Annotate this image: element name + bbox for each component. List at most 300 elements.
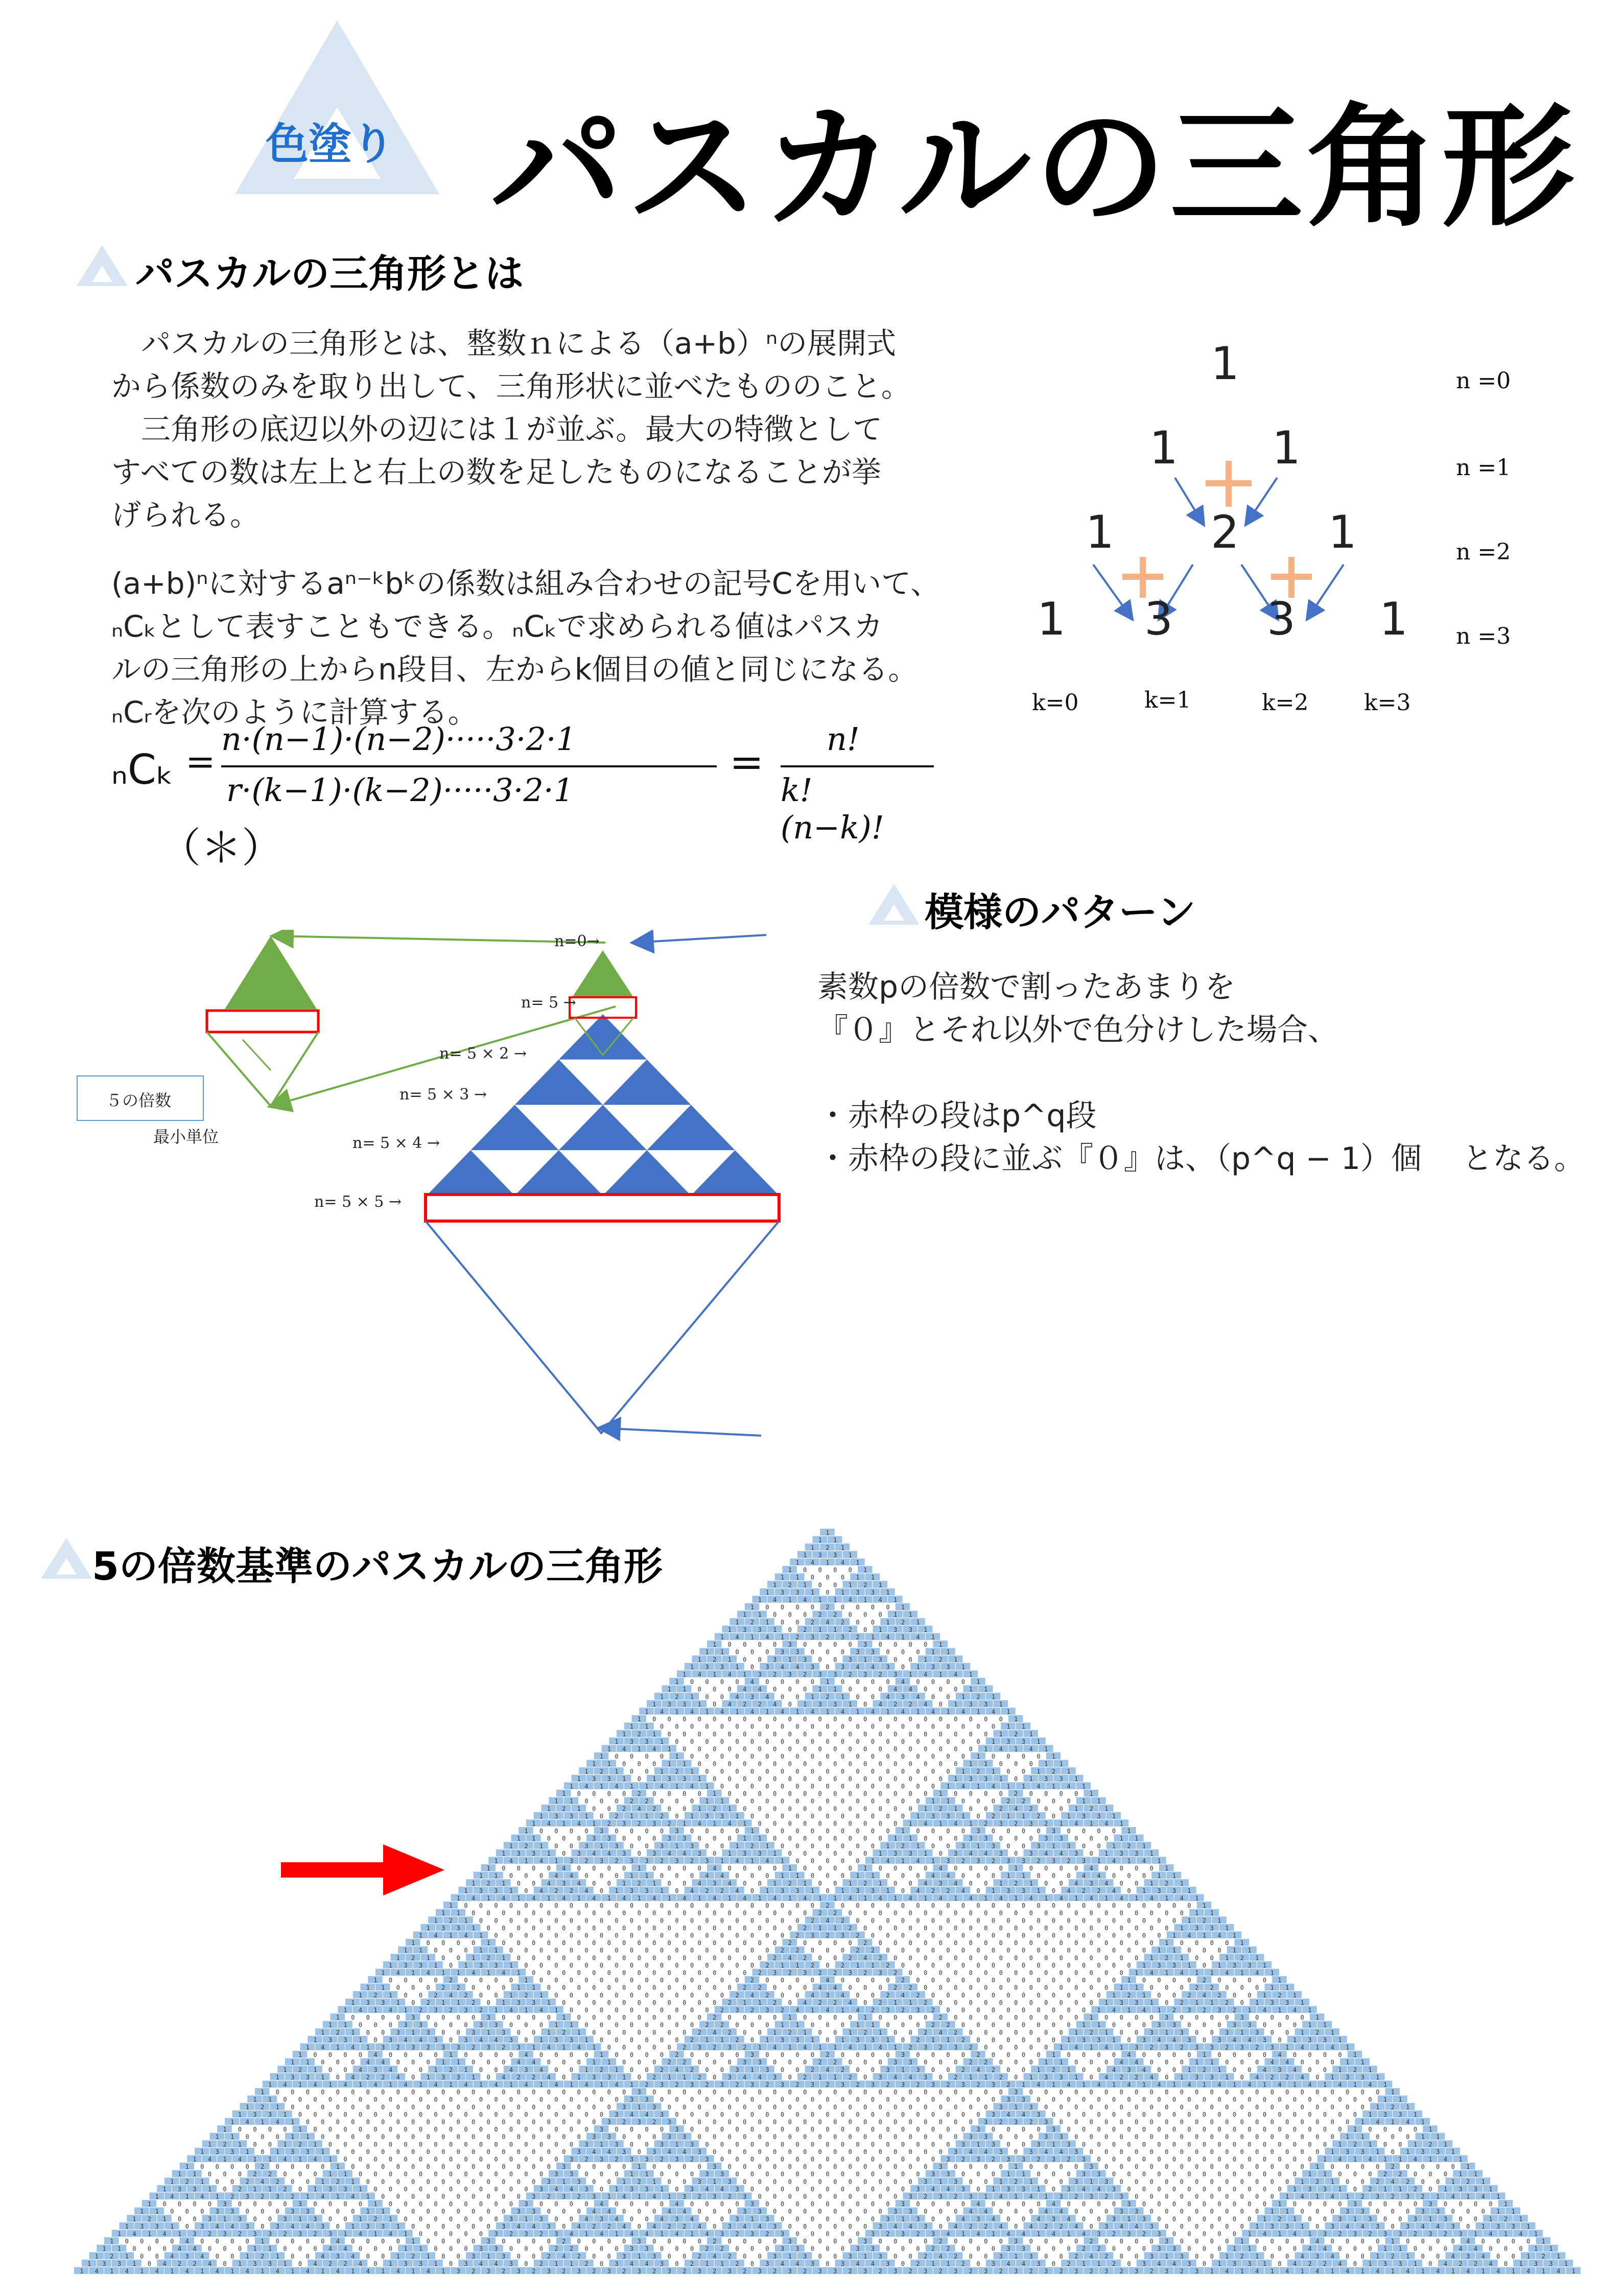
pascal-cell-value: 1 [1014, 1716, 1018, 1723]
pascal-cell-value: 2 [886, 2081, 889, 2089]
pascal-cell-value: 0 [916, 2096, 920, 2103]
pascal-cell-value: 0 [682, 1880, 686, 1887]
pascal-cell-value: 3 [1135, 2044, 1138, 2051]
pascal-cell-value: 0 [638, 1835, 641, 1842]
pascal-cell-value: 0 [856, 1619, 859, 1626]
pascal-cell-value: 0 [1082, 1992, 1086, 1999]
pascal-cell-value: 0 [856, 2126, 859, 2133]
pascal-cell-value: 0 [1104, 1835, 1108, 1842]
pascal-cell-value: 1 [1150, 1954, 1154, 1961]
pascal-cell-value: 1 [1104, 1850, 1108, 1857]
pascal-cell-value: 0 [781, 1932, 784, 1939]
pascal-cell-value: 0 [1293, 2051, 1297, 2058]
pascal-cell-value: 4 [577, 2044, 581, 2051]
pascal-cell-value: 2 [886, 1962, 889, 1969]
pascal-cell-value: 0 [750, 2141, 754, 2148]
pascal-cell-value: 3 [976, 2126, 980, 2133]
pascal-cell-value: 0 [1067, 1917, 1070, 1924]
pascal-cell-value: 1 [856, 1574, 859, 1581]
pascal-cell-value: 0 [939, 1910, 943, 1917]
pascal-cell-value: 0 [750, 1783, 754, 1790]
pascal-cell-value: 0 [803, 1835, 807, 1842]
pascal-cell-value: 0 [781, 1842, 784, 1849]
pascal-cell-value: 0 [969, 2119, 973, 2126]
pascal-cell-value: 0 [818, 1656, 822, 1663]
pascal-cell-value: 4 [1112, 2007, 1116, 2014]
pascal-cell-value: 3 [901, 2081, 905, 2089]
pascal-cell-value: 0 [781, 2141, 784, 2148]
pascal-cell-value: 2 [434, 1992, 437, 1999]
pascal-cell-value: 0 [788, 1686, 792, 1693]
pascal-cell-value: 1 [999, 1730, 1003, 1738]
pascal-cell-value: 1 [1391, 2089, 1395, 2096]
pascal-cell-value: 0 [743, 1730, 746, 1738]
pascal-cell-value: 0 [509, 2141, 513, 2148]
pascal-cell-value: 0 [765, 1723, 769, 1730]
pascal-cell-value: 0 [600, 1798, 603, 1805]
pascal-cell-value: 1 [788, 1865, 792, 1872]
pascal-cell-value: 0 [1255, 1984, 1259, 1992]
pascal-cell-value: 1 [1315, 2044, 1319, 2051]
pascal-cell-value: 0 [781, 2051, 784, 2058]
pascal-cell-value: 4 [539, 2007, 543, 2014]
pascal-cell-value: 0 [1120, 1880, 1123, 1887]
pascal-cell-value: 2 [728, 2029, 732, 2036]
pascal-cell-value: 3 [728, 2074, 732, 2081]
pascal-cell-value: 3 [607, 2074, 611, 2081]
pascal-cell-value: 0 [879, 1984, 882, 1992]
pascal-cell-value: 0 [818, 1865, 822, 1872]
pascal-cell-value: 3 [1210, 1925, 1214, 1932]
pattern-line: ・赤枠の段に並ぶ『０』は、（p^q − 1）個 となる。 [817, 1137, 1614, 1180]
pascal-cell-value: 2 [999, 1805, 1003, 1812]
pascal-cell-value: 0 [682, 1910, 686, 1917]
pascal-cell-value: 0 [1097, 1842, 1100, 1849]
pascal-cell-value: 3 [592, 1775, 596, 1783]
pascal-cell-value: 3 [600, 2126, 603, 2133]
pascal-cell-value: 3 [720, 1813, 724, 1820]
pascal-cell-value: 0 [909, 2029, 912, 2036]
pascal-cell-value: 1 [615, 1768, 618, 1775]
pascal-cell-value: 0 [886, 1872, 889, 1880]
pascal-cell-value: 0 [630, 1842, 633, 1849]
pascal-cell-value: 4 [607, 1850, 611, 1857]
pascal-cell-value: 0 [645, 1842, 648, 1849]
pascal-cell-value: 1 [886, 1842, 889, 1849]
pascal-cell-value: 1 [946, 1708, 950, 1716]
pascal-cell-value: 0 [1217, 2096, 1221, 2103]
pascal-cell-value: 3 [668, 2119, 671, 2126]
pascal-cell-value: 4 [856, 1664, 859, 1671]
pascal-cell-value: 0 [811, 2051, 814, 2058]
pascal-cell-value: 0 [1210, 1939, 1214, 1947]
pascal-cell-value: 1 [803, 1701, 807, 1708]
pascal-cell-value: 0 [517, 2103, 521, 2111]
pascal-cell-value: 0 [916, 1962, 920, 1969]
pascal-cell-value: 0 [1120, 1865, 1123, 1872]
pascal-cell-value: 0 [946, 1947, 950, 1954]
pascal-cell-value: 2 [1006, 2081, 1010, 2089]
pascal-cell-value: 0 [720, 2066, 724, 2073]
pascal-cell-value: 0 [939, 1835, 943, 1842]
pascal-cell-value: 0 [924, 1939, 927, 1947]
pascal-cell-value: 0 [924, 1775, 927, 1783]
pascal-cell-value: 0 [600, 1932, 603, 1939]
pascal-cell-value: 2 [1217, 1992, 1221, 1999]
pascal-cell-value: 4 [1203, 1992, 1206, 1999]
pascal-cell-value: 0 [750, 2126, 754, 2133]
pascal-cell-value: 3 [607, 1835, 611, 1842]
pascal-cell-value: 0 [675, 1947, 678, 1954]
pascal-cell-value: 4 [931, 1708, 935, 1716]
pascal-cell-value: 0 [1172, 1902, 1176, 1909]
pascal-cell-value: 0 [720, 1992, 724, 1999]
pascal-cell-value: 0 [961, 1872, 965, 1880]
pascal-cell-value: 0 [1376, 2134, 1379, 2141]
pascal-cell-value: 1 [1248, 2007, 1251, 2014]
pascal-cell-value: 2 [954, 2074, 957, 2081]
pascal-cell-value: 0 [1112, 2051, 1116, 2058]
pascal-cell-value: 0 [1172, 2096, 1176, 2103]
pascal-cell-value: 0 [886, 1947, 889, 1954]
pascal-cell-value: 4 [803, 1895, 807, 1902]
pascal-cell-value: 1 [916, 1813, 920, 1820]
pascal-cell-value: 4 [1376, 2119, 1379, 2126]
pascal-cell-value: 0 [592, 2014, 596, 2021]
pascal-cell-value: 0 [562, 1925, 566, 1932]
pascal-cell-value: 0 [893, 1775, 897, 1783]
pascal-cell-value: 0 [795, 1678, 799, 1685]
pascal-cell-value: 0 [660, 1902, 664, 1909]
pascal-cell-value: 1 [1293, 1992, 1297, 1999]
pascal-cell-value: 1 [1217, 1917, 1221, 1924]
pascal-cell-value: 0 [1014, 1984, 1018, 1992]
pascal-cell-value: 0 [668, 1939, 671, 1947]
pascal-cell-value: 0 [1285, 2134, 1289, 2141]
pascal-cell-value: 0 [502, 2103, 505, 2111]
pascal-cell-value: 1 [886, 2036, 889, 2044]
pascal-cell-value: 0 [946, 2141, 950, 2148]
pascal-cell-value: 1 [811, 1887, 814, 1894]
pascal-cell-value: 3 [1014, 2089, 1018, 2096]
pascal-cell-value: 2 [743, 1701, 746, 1708]
pascal-cell-value: 2 [472, 1999, 475, 2006]
pascal-cell-value: 0 [728, 1970, 732, 1977]
pascal-cell-value: 0 [916, 1947, 920, 1954]
pascal-cell-value: 0 [893, 2103, 897, 2111]
pascal-cell-value: 0 [615, 2096, 618, 2103]
pascal-cell-value: 0 [570, 2066, 573, 2073]
pascal-cell-value: 4 [893, 1686, 897, 1693]
pascal-cell-value: 0 [773, 1716, 776, 1723]
pascal-cell-value: 1 [916, 1619, 920, 1626]
pascal-cell-value: 1 [373, 1977, 377, 1984]
pascal-cell-value: 0 [803, 1611, 807, 1619]
pascal-cell-value: 0 [539, 2126, 543, 2133]
pascal-cell-value: 0 [1022, 1753, 1025, 1760]
pascal-cell-value: 0 [592, 2103, 596, 2111]
pascal-cell-value: 1 [901, 1604, 905, 1611]
pascal-cell-value: 0 [464, 1902, 467, 1909]
pascal-cell-value: 3 [509, 2036, 513, 2044]
pascal-cell-value: 1 [592, 2044, 596, 2051]
pascal-cell-value: 3 [893, 1850, 897, 1857]
pascal-cell-value: 0 [924, 1835, 927, 1842]
pascal-cell-value: 0 [765, 1902, 769, 1909]
pascal-cell-value: 2 [939, 1656, 943, 1663]
pascal-cell-value: 1 [464, 1887, 467, 1894]
pascal-cell-value: 1 [841, 1693, 844, 1700]
pascal-cell-value: 0 [675, 2022, 678, 2029]
pascal-cell-value: 0 [841, 1649, 844, 1656]
pascal-cell-value: 0 [939, 2119, 943, 2126]
pascal-cell-value: 0 [833, 1656, 837, 1663]
pascal-cell-value: 0 [577, 1865, 581, 1872]
pascal-cell-value: 4 [622, 1895, 626, 1902]
pascal-cell-value: 1 [1097, 1798, 1100, 1805]
pascal-cell-value: 0 [584, 2126, 588, 2133]
pascal-cell-value: 0 [901, 2111, 905, 2118]
pascal-cell-value: 0 [1090, 2119, 1093, 2126]
pascal-cell-value: 1 [652, 1701, 656, 1708]
pascal-cell-value: 1 [457, 1970, 460, 1977]
pascal-cell-value: 0 [909, 1805, 912, 1812]
pascal-cell-value: 4 [773, 1701, 776, 1708]
pascal-cell-value: 1 [765, 1619, 769, 1626]
section-icon [77, 245, 128, 286]
pascal-cell-value: 2 [449, 1917, 453, 1924]
pascal-cell-value: 0 [871, 1798, 875, 1805]
pascal-cell-value: 0 [999, 1954, 1003, 1961]
pascal-cell-value: 0 [826, 2036, 829, 2044]
pascal-cell-value: 0 [856, 1693, 859, 1700]
pascal-cell-value: 3 [1060, 2134, 1063, 2141]
pascal-cell-value: 0 [690, 1962, 694, 1969]
pascal-cell-value: 2 [1014, 1790, 1018, 1797]
pascal-cell-value: 0 [1270, 2103, 1274, 2111]
pascal-cell-value: 0 [1263, 1977, 1266, 1984]
pascal-cell-value: 0 [735, 1678, 739, 1685]
pascal-cell-value: 0 [969, 2014, 973, 2021]
pascal-cell-value: 0 [924, 1910, 927, 1917]
pascal-cell-value: 0 [811, 1783, 814, 1790]
pascal-cell-value: 3 [645, 1858, 648, 1865]
pascal-cell-value: 1 [238, 2111, 242, 2118]
pascal-cell-value: 0 [1067, 1947, 1070, 1954]
pascal-cell-value: 4 [765, 1858, 769, 1865]
pascal-cell-value: 0 [954, 1730, 957, 1738]
pascal-cell-value: 3 [1014, 2119, 1018, 2126]
pascal-cell-value: 0 [336, 2059, 340, 2066]
pascal-cell-value: 0 [464, 2141, 467, 2148]
pascal-cell-value: 0 [879, 1716, 882, 1723]
pascal-cell-value: 0 [675, 1887, 678, 1894]
pascal-cell-value: 0 [871, 1932, 875, 1939]
pascal-cell-value: 0 [856, 1678, 859, 1685]
pascal-cell-value: 0 [765, 1947, 769, 1954]
pascal-cell-value: 1 [577, 1895, 581, 1902]
pascal-cell-value: 0 [841, 1842, 844, 1849]
pascal-cell-value: 3 [457, 2044, 460, 2051]
pascal-cell-value: 1 [954, 1656, 957, 1663]
pascal-cell-value: 0 [615, 1798, 618, 1805]
pascal-cell-value: 0 [961, 1678, 965, 1685]
pascal-cell-value: 0 [1104, 1984, 1108, 1992]
pascal-cell-value: 1 [939, 1790, 943, 1797]
pascal-cell-value: 0 [660, 1977, 664, 1984]
pascal-cell-value: 0 [652, 1790, 656, 1797]
pascal-cell-value: 0 [336, 2074, 340, 2081]
pascal-cell-value: 0 [856, 2111, 859, 2118]
pascal-cell-value: 0 [645, 2066, 648, 2073]
pascal-cell-value: 1 [1090, 1820, 1093, 1828]
pascal-cell-value: 4 [690, 1783, 694, 1790]
pascal-cell-value: 0 [494, 2111, 498, 2118]
pascal-cell-value: 2 [765, 2081, 769, 2089]
pascal-cell-value: 4 [1074, 1880, 1078, 1887]
pascal-cell-value: 2 [976, 2051, 980, 2058]
pascal-cell-value: 0 [750, 1917, 754, 1924]
pascal-cell-value: 0 [909, 1746, 912, 1753]
pascal-cell-value: 0 [1240, 2059, 1244, 2066]
pascal-cell-value: 4 [1097, 1872, 1100, 1880]
pascal-cell-value: 0 [743, 1910, 746, 1917]
pascal-cell-value: 1 [313, 2141, 317, 2148]
pascal-cell-value: 0 [615, 2022, 618, 2029]
pascal-cell-value: 0 [547, 1954, 551, 1961]
pascal-cell-value: 1 [622, 1880, 626, 1887]
pascal-cell-value: 0 [1315, 2059, 1319, 2066]
pascal-cell-value: 2 [1203, 2066, 1206, 2073]
pascal-cell-value: 0 [652, 1835, 656, 1842]
pascal-cell-value: 0 [735, 2096, 739, 2103]
pascal-cell-value: 0 [1180, 2014, 1184, 2021]
pascal-cell-value: 3 [909, 1850, 912, 1857]
pascal-cell-value: 2 [615, 1858, 618, 1865]
pascal-cell-value: 1 [682, 1671, 686, 1678]
pascal-cell-value: 1 [570, 2022, 573, 2029]
pascal-cell-value: 0 [992, 2126, 995, 2133]
pascal-cell-value: 0 [1120, 1954, 1123, 1961]
pascal-cell-value: 0 [705, 1992, 709, 1999]
pascal-cell-value: 0 [961, 1798, 965, 1805]
pascal-cell-value: 0 [893, 1925, 897, 1932]
pascal-cell-value: 0 [893, 2089, 897, 2096]
pascal-cell-value: 3 [705, 1858, 709, 1865]
pascal-cell-value: 0 [1323, 2126, 1327, 2133]
pascal-cell-value: 0 [1195, 1954, 1198, 1961]
pascal-cell-value: 0 [976, 1798, 980, 1805]
pascal-cell-value: 3 [1308, 2036, 1311, 2044]
pascal-cell-value: 0 [833, 1790, 837, 1797]
pascal-cell-value: 1 [1217, 2066, 1221, 2073]
pascal-cell-value: 3 [1142, 2036, 1146, 2044]
pascal-cell-value: 0 [1165, 2089, 1168, 2096]
pascal-cell-value: 0 [728, 1910, 732, 1917]
pascal-cell-value: 0 [750, 2111, 754, 2118]
pascal-cell-value: 0 [1006, 2126, 1010, 2133]
pascal-cell-value: 4 [1338, 2081, 1341, 2089]
pascal-cell-value: 1 [728, 1626, 732, 1633]
pascal-cell-value: 1 [698, 1701, 701, 1708]
pascal-cell-value: 1 [441, 1999, 445, 2006]
pascal-cell-value: 0 [1067, 1902, 1070, 1909]
pascal-cell-value: 1 [1270, 1970, 1274, 1977]
pascal-cell-value: 0 [1172, 1977, 1176, 1984]
pascal-cell-value: 3 [622, 1820, 626, 1828]
pascal-cell-value: 3 [856, 1589, 859, 1596]
pascal-cell-value: 0 [758, 2029, 762, 2036]
pascal-cell-value: 0 [939, 1925, 943, 1932]
pascal-cell-value: 3 [1210, 2044, 1214, 2051]
pascal-cell-value: 0 [946, 1842, 950, 1849]
pascal-cell-value: 4 [1074, 1820, 1078, 1828]
pascal-cell-value: 3 [856, 2036, 859, 2044]
pascal-cell-value: 4 [992, 1708, 995, 1716]
pascal-cell-value: 1 [373, 2007, 377, 2014]
pascal-cell-value: 0 [698, 1835, 701, 1842]
pascal-cell-value: 0 [954, 2059, 957, 2066]
pascal-cell-value: 3 [879, 1656, 882, 1663]
pascal-cell-value: 4 [1248, 2081, 1251, 2089]
pascal-cell-value: 0 [969, 1925, 973, 1932]
fraction-bar [221, 765, 717, 767]
pascal-cell-value: 1 [803, 2029, 807, 2036]
pascal-cell-value: 1 [1263, 1962, 1266, 1969]
pascal-cell-value: 2 [427, 2044, 430, 2051]
pascal-cell-value: 0 [984, 1999, 987, 2006]
pascal-cell-value: 0 [826, 1947, 829, 1954]
pascal-cell-value: 0 [547, 2059, 551, 2066]
pascal-cell-value: 0 [856, 1768, 859, 1775]
pascal-cell-value: 0 [939, 1716, 943, 1723]
pascal-cell-value: 2 [1210, 1984, 1214, 1992]
pascal-cell-value: 0 [909, 1761, 912, 1768]
pascal-cell-value: 0 [879, 2059, 882, 2066]
pascal-cell-value: 0 [946, 1917, 950, 1924]
pascal-cell-value: 0 [1014, 1850, 1018, 1857]
pascal-cell-value: 0 [705, 2096, 709, 2103]
pascal-cell-value: 0 [1187, 2022, 1191, 2029]
pascal-cell-value: 0 [638, 1775, 641, 1783]
pascal-cell-value: 0 [909, 2119, 912, 2126]
pascal-cell-value: 0 [750, 2096, 754, 2103]
pascal-cell-value: 0 [765, 1768, 769, 1775]
pascal-cell-value: 0 [886, 1723, 889, 1730]
pascal-cell-value: 0 [570, 2126, 573, 2133]
pascal-cell-value: 0 [1120, 1925, 1123, 1932]
pascal-cell-value: 4 [1180, 1970, 1184, 1977]
pascal-cell-value: 4 [1014, 1805, 1018, 1812]
pascal-cell-value: 1 [1187, 1917, 1191, 1924]
pascal-cell-value: 0 [622, 1970, 626, 1977]
pascal-cell-value: 0 [1074, 1910, 1078, 1917]
pascal-cell-value: 0 [743, 1925, 746, 1932]
pascal-cell-value: 0 [592, 2119, 596, 2126]
pascal-cell-value: 0 [1285, 2119, 1289, 2126]
pascal-cell-value: 0 [713, 1730, 716, 1738]
pascal-cell-value: 0 [622, 2029, 626, 2036]
pascal-cell-value: 4 [517, 2059, 521, 2066]
pascal-cell-value: 0 [411, 2134, 415, 2141]
pascal-cell-value: 2 [298, 2066, 302, 2073]
pascal-cell-value: 0 [622, 1999, 626, 2006]
pascal-cell-value: 1 [1263, 1992, 1266, 1999]
pascal-cell-value: 0 [849, 1939, 852, 1947]
pascal-cell-value: 0 [509, 1947, 513, 1954]
pascal-cell-value: 4 [1060, 1895, 1063, 1902]
pascal-cell-value: 0 [1263, 2096, 1266, 2103]
